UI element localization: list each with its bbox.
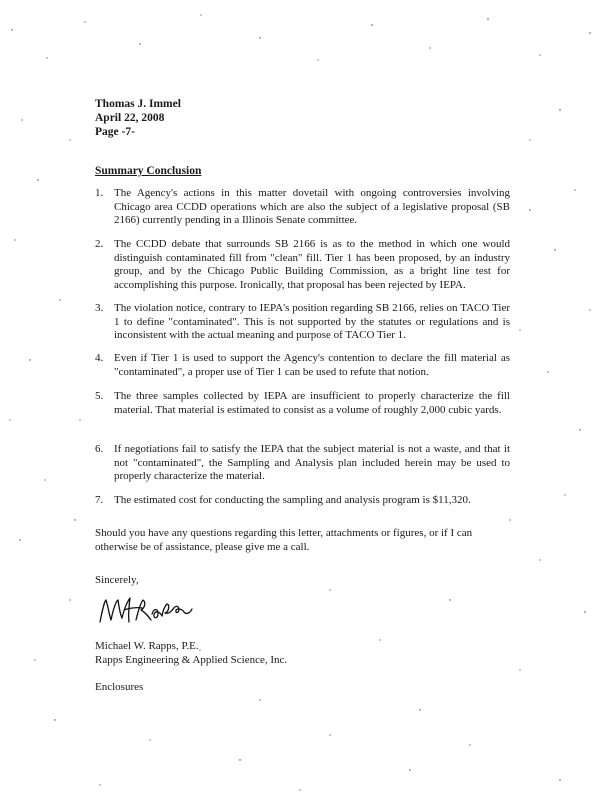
page-number: Page -7- — [95, 126, 135, 138]
item-number: 6. — [95, 443, 104, 455]
conclusion-item-7 — [95, 494, 510, 508]
signer-block — [95, 640, 287, 667]
enclosures-note: Enclosures — [95, 681, 144, 693]
item-number: 3. — [95, 302, 104, 314]
item-text: The three samples collected by IEPA are insufficient to properly characterize the fill material. That material is estimated to consist as a volume of roughly 2,000 cubic yards. — [114, 390, 510, 416]
conclusion-item-1 — [95, 187, 510, 228]
conclusion-item-4 — [95, 352, 510, 379]
item-number: 2. — [95, 238, 104, 250]
item-number: 4. — [95, 352, 104, 364]
item-number: 5. — [95, 390, 104, 402]
valediction: Sincerely, — [95, 574, 139, 586]
item-number: 1. — [95, 187, 104, 199]
signer-company: Rapps Engineering & Applied Science, Inc. — [95, 653, 288, 666]
item-text: The estimated cost for conducting the sampling and analysis program is $11,320. — [114, 494, 471, 506]
section-title: Summary Conclusion — [95, 165, 202, 177]
item-number: 7. — [95, 494, 104, 506]
letter-date: April 22, 2008 — [95, 112, 165, 124]
item-text: The CCDD debate that surrounds SB 2166 is as to the method in which one would distinguish contaminated fill from "clean" fill. Tier 1 has been proposed, by an industry group, and by the Chicago Public Building Commission, as a bright line test for accomplishing this purpose. Ironically, that proposal has been rejected by IEPA. — [114, 238, 510, 291]
closing-paragraph: Should you have any questions regarding this letter, attachments or figures, or if I can otherwise be of assistance, please give me a call. — [95, 527, 473, 553]
item-text: Even if Tier 1 is used to support the Agency's contention to declare the fill material as "contaminated", a proper use of Tier 1 can be used to refute that notion. — [114, 352, 510, 378]
conclusion-item-6 — [95, 443, 510, 484]
item-text: If negotiations fail to satisfy the IEPA that the subject material is not a waste, and that it not "contaminated", the Sampling and Analysis plan included herein may be used to properly characterize the material. — [114, 443, 510, 482]
handwritten-signature — [96, 592, 196, 628]
conclusion-item-2 — [95, 238, 510, 292]
letter-header — [95, 97, 181, 139]
item-text: The violation notice, contrary to IEPA's position regarding SB 2166, relies on TACO Tier 1 to define "contaminated". This is not supported by the statutes or regulations and is inconsistent with the actual meaning and purpose of TACO Tier 1. — [114, 302, 510, 341]
recipient-name: Thomas J. Immel — [95, 98, 181, 110]
conclusion-item-5 — [95, 390, 510, 417]
signer-name: Michael W. Rapps, P.E. — [95, 640, 199, 652]
item-text: The Agency's actions in this matter dovetail with ongoing controversies involving Chicago area CCDD operations which are also the subject of a legislative proposal (SB 2166) currently pending in a Illinois Senate committee. — [114, 187, 510, 226]
conclusion-item-3 — [95, 302, 510, 343]
